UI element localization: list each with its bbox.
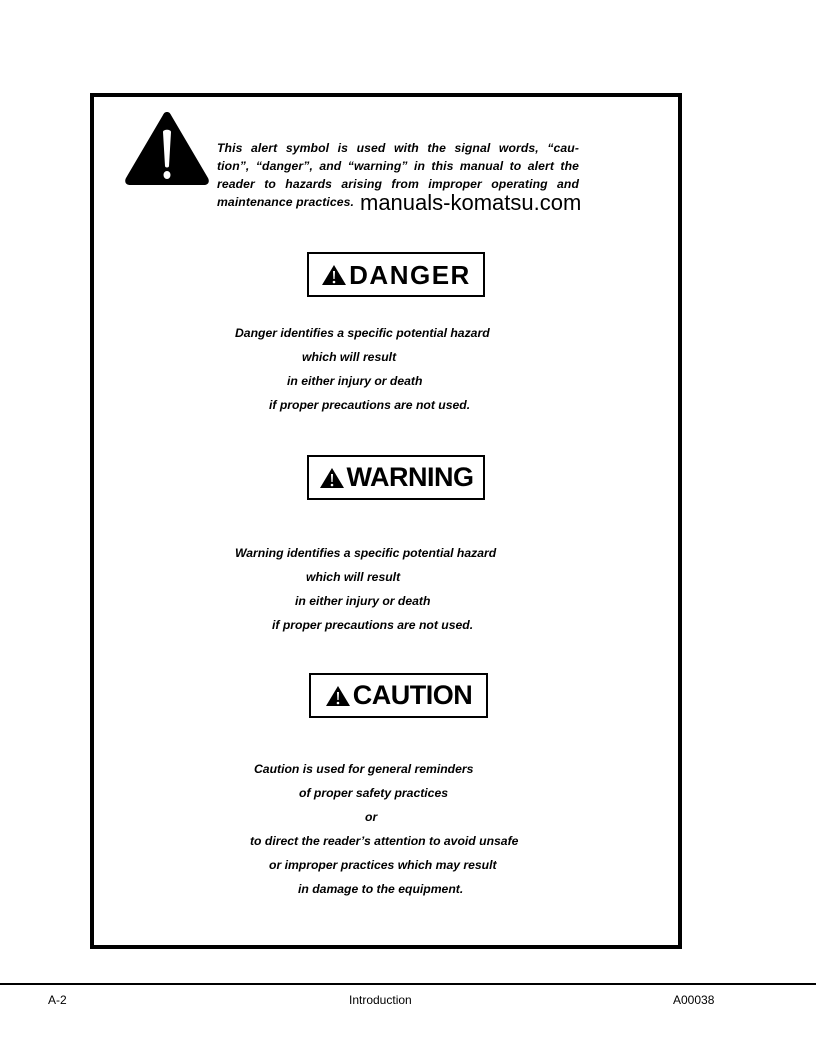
warning-text-line: Warning identifies a specific potential hazard — [235, 546, 497, 560]
caution-text-line: of proper safety practices — [299, 786, 449, 800]
alert-triangle-icon — [321, 264, 347, 286]
warning-text-line: in either injury or death — [295, 594, 431, 608]
intro-line: This alert symbol is used with the signal words, “cau- — [217, 141, 579, 155]
alert-triangle-icon — [325, 685, 351, 707]
footer-rule — [0, 983, 816, 985]
intro-line: reader to hazards arising from improper operating and — [217, 177, 579, 191]
content-frame — [90, 93, 682, 949]
caution-label: CAUTION — [352, 680, 473, 710]
warning-text-line: which will result — [306, 570, 401, 584]
intro-line: maintenance practices. — [217, 195, 355, 209]
danger-text-line: in either injury or death — [287, 374, 423, 388]
caution-text-line: or improper practices which may result — [269, 858, 497, 872]
caution-sign — [309, 673, 488, 718]
section-title: Introduction — [349, 993, 412, 1007]
caution-text-line: to direct the reader’s attention to avoid unsafe — [250, 834, 519, 848]
document-code: A00038 — [673, 993, 715, 1007]
warning-text-line: if proper precautions are not used. — [272, 618, 474, 632]
watermark: manuals-komatsu.com — [360, 190, 582, 215]
safety-alert-triangle-icon — [124, 110, 210, 186]
warning-sign — [307, 455, 485, 500]
danger-sign — [307, 252, 485, 297]
warning-label: WARNING — [346, 462, 474, 492]
caution-text-line: Caution is used for general reminders — [254, 762, 474, 776]
danger-text-line: which will result — [302, 350, 397, 364]
page-number: A-2 — [48, 993, 67, 1007]
intro-line: tion”, “danger”, and “warning” in this manual to alert the — [217, 159, 579, 173]
caution-text-line: in damage to the equipment. — [298, 882, 464, 896]
alert-triangle-icon — [319, 467, 345, 489]
danger-text-line: Danger identifies a specific potential hazard — [235, 326, 490, 340]
danger-label: DANGER — [349, 259, 471, 290]
caution-text-line: or — [365, 810, 378, 824]
danger-text-line: if proper precautions are not used. — [269, 398, 471, 412]
